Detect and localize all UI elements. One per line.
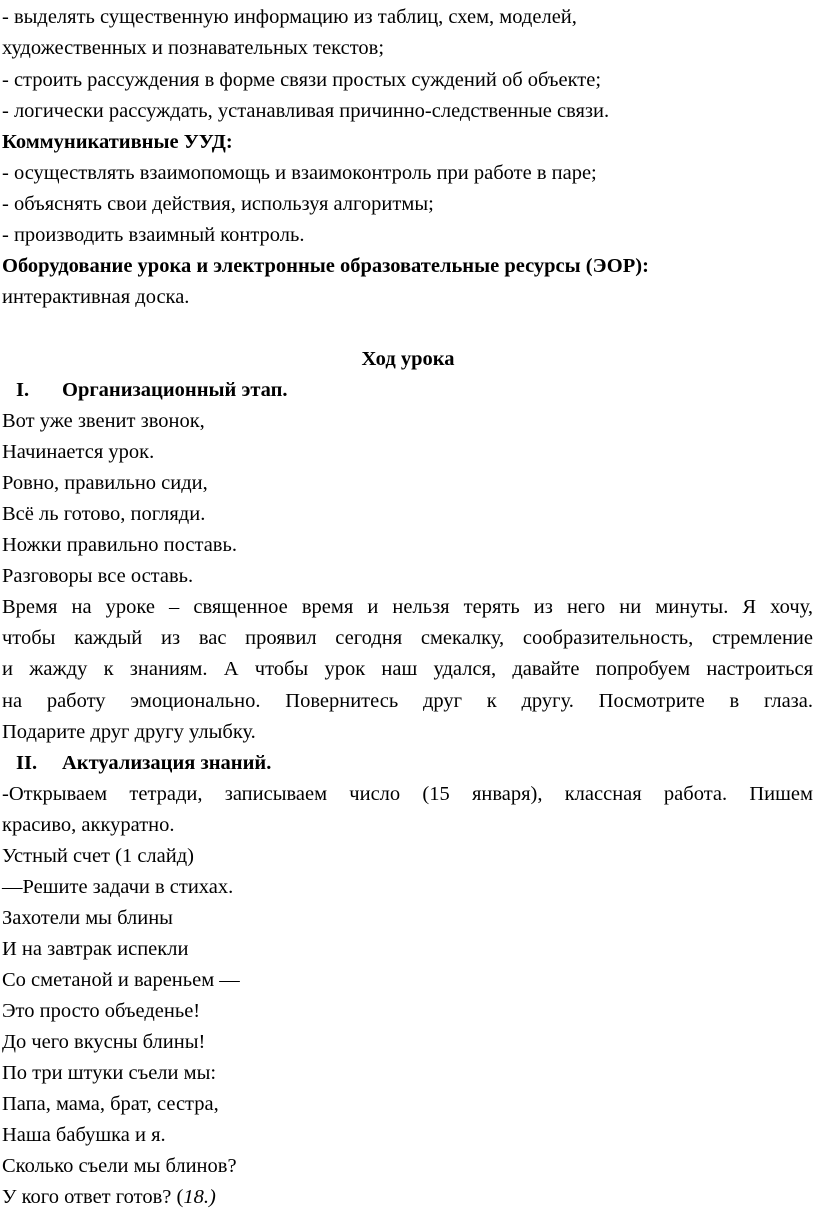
stage-2-title: Актуализация знаний.	[62, 752, 272, 774]
poem-line: Со сметаной и вареньем —	[2, 969, 240, 991]
poem-line: Ровно, правильно сиди,	[2, 472, 208, 494]
stage-2-number: II.	[16, 752, 38, 774]
answer-text: 18.)	[183, 1186, 216, 1208]
poem-line: Наша бабушка и я.	[2, 1124, 166, 1146]
communicative-item-3: - производить взаимный контроль.	[2, 224, 305, 246]
poem-line: Вот уже звенит звонок,	[2, 410, 205, 432]
paragraph-line: чтобы каждый из вас проявил сегодня смекалку, сообразительность, стремление	[2, 627, 813, 649]
cognitive-item-3: - логически рассуждать, устанавливая причинно-следственные связи.	[2, 100, 610, 122]
poem-line: Сколько съели мы блинов?	[2, 1155, 237, 1177]
poem-line: Начинается урок.	[2, 441, 155, 463]
cognitive-item-2: - строить рассуждения в форме связи простых суждений об объекте;	[2, 69, 602, 91]
poem-line: Всё ль готово, погляди.	[2, 503, 206, 525]
lesson-title: Ход урока	[361, 348, 455, 370]
oral-count-label: Устный счет (1 слайд)	[2, 845, 194, 867]
stage-1-heading	[2, 377, 813, 403]
paragraph-line: и жажду к знаниям. А чтобы урок наш удался, давайте попробуем настроиться	[2, 658, 813, 680]
poem-line: И на завтрак испекли	[2, 938, 189, 960]
paragraph-last-line: Подарите друг другу улыбку.	[2, 721, 256, 743]
cognitive-item-1: - выделять существенную информацию из таблиц, схем, моделей,	[2, 6, 577, 28]
stage-2-intro-line-1: -Открываем тетради, записываем число (15 января), классная работа. Пишем	[2, 783, 813, 805]
poem-line: Разговоры все оставь.	[2, 565, 194, 587]
question-line	[2, 1184, 813, 1210]
communicative-item-2: - объяснять свои действия, используя алгоритмы;	[2, 193, 434, 215]
paragraph-line: Время на уроке – священное время и нельзя терять из него ни минуты. Я хочу,	[2, 596, 813, 618]
communicative-heading: Коммуникативные УУД:	[2, 131, 233, 153]
poem-line: Папа, мама, брат, сестра,	[2, 1093, 219, 1115]
poem-line: По три штуки съели мы:	[2, 1062, 217, 1084]
poem-line: Это просто объеденье!	[2, 1000, 201, 1022]
stage-2-heading	[2, 750, 813, 776]
stage-2-intro-line-2: красиво, аккуратно.	[2, 814, 175, 836]
communicative-item-1: - осуществлять взаимопомощь и взаимоконтроль при работе в паре;	[2, 162, 597, 184]
stage-1-title: Организационный этап.	[62, 379, 288, 401]
cognitive-item-1-continued: художественных и познавательных текстов;	[2, 37, 385, 59]
poem-line: До чего вкусны блины!	[2, 1031, 206, 1053]
poem-line: Захотели мы блины	[2, 907, 173, 929]
paragraph-line: на работу эмоционально. Повернитесь друг к другу. Посмотрите в глаза.	[2, 690, 813, 712]
question-text: У кого ответ готов? (	[2, 1186, 184, 1208]
poem-line: Ножки правильно поставь.	[2, 534, 237, 556]
equipment-text: интерактивная доска.	[2, 286, 190, 308]
equipment-heading: Оборудование урока и электронные образовательные ресурсы (ЭОР):	[2, 255, 649, 277]
stage-1-number: I.	[16, 379, 30, 401]
task-instruction: —Решите задачи в стихах.	[2, 876, 234, 898]
